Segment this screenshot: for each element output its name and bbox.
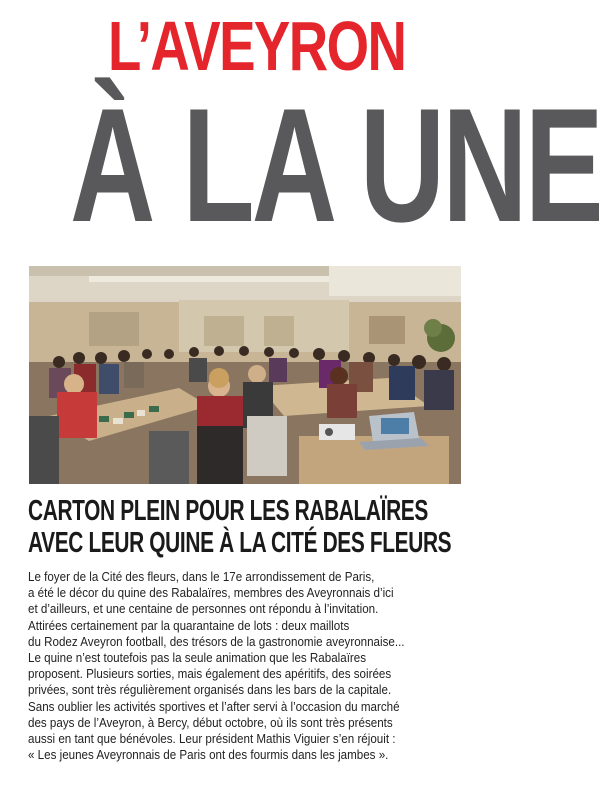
article-headline [28,495,452,559]
article-line: et d’ailleurs, et une centaine de personnes ont répondu à l’invitation. [28,601,379,617]
article-body [28,569,468,763]
article-line: Attirées certainement par la quarantaine de lots : deux maillots [28,617,350,633]
article-line: des pays de l’Aveyron, à Bercy, début octobre, où ils sont très présents [28,714,393,730]
masthead-title-red: L’AVEYRON [108,7,406,85]
article-line: du Rodez Aveyron football, des trésors de la gastronomie aveyronnaise... [28,633,405,649]
event-photo [29,266,461,484]
article-line: Le foyer de la Cité des fleurs, dans le 17e arrondissement de Paris, [28,569,375,584]
article-line: a été le décor du quine des Rabalaïres, membres des Aveyronnais d’ici [28,585,394,601]
headline-line-1: CARTON PLEIN POUR LES RABALAÏRES [28,495,428,527]
headline-line-2: AVEC LEUR QUINE À LA CITÉ DES FLEURS [28,527,452,559]
masthead-title-gray: À LA UNE [70,75,601,256]
article-line: proposent. Plusieurs sorties, mais également des apéritifs, des soirées [28,666,392,682]
article-line: « Les jeunes Aveyronnais de Paris ont des fourmis dans les jambes ». [28,747,389,763]
article-line: aussi en tant que bénévoles. Leur président Mathis Viguier s’en réjouit : [28,731,396,747]
photo-illustration [29,266,461,484]
article-line: Le quine n’est toutefois pas la seule animation que les Rabalaïres [28,650,367,666]
article-line: privées, sont très régulièrement organisés dans les bars de la capitale. [28,682,392,698]
article-line: Sans oublier les activités sportives et l’after servi à l’occasion du marché [28,698,400,714]
